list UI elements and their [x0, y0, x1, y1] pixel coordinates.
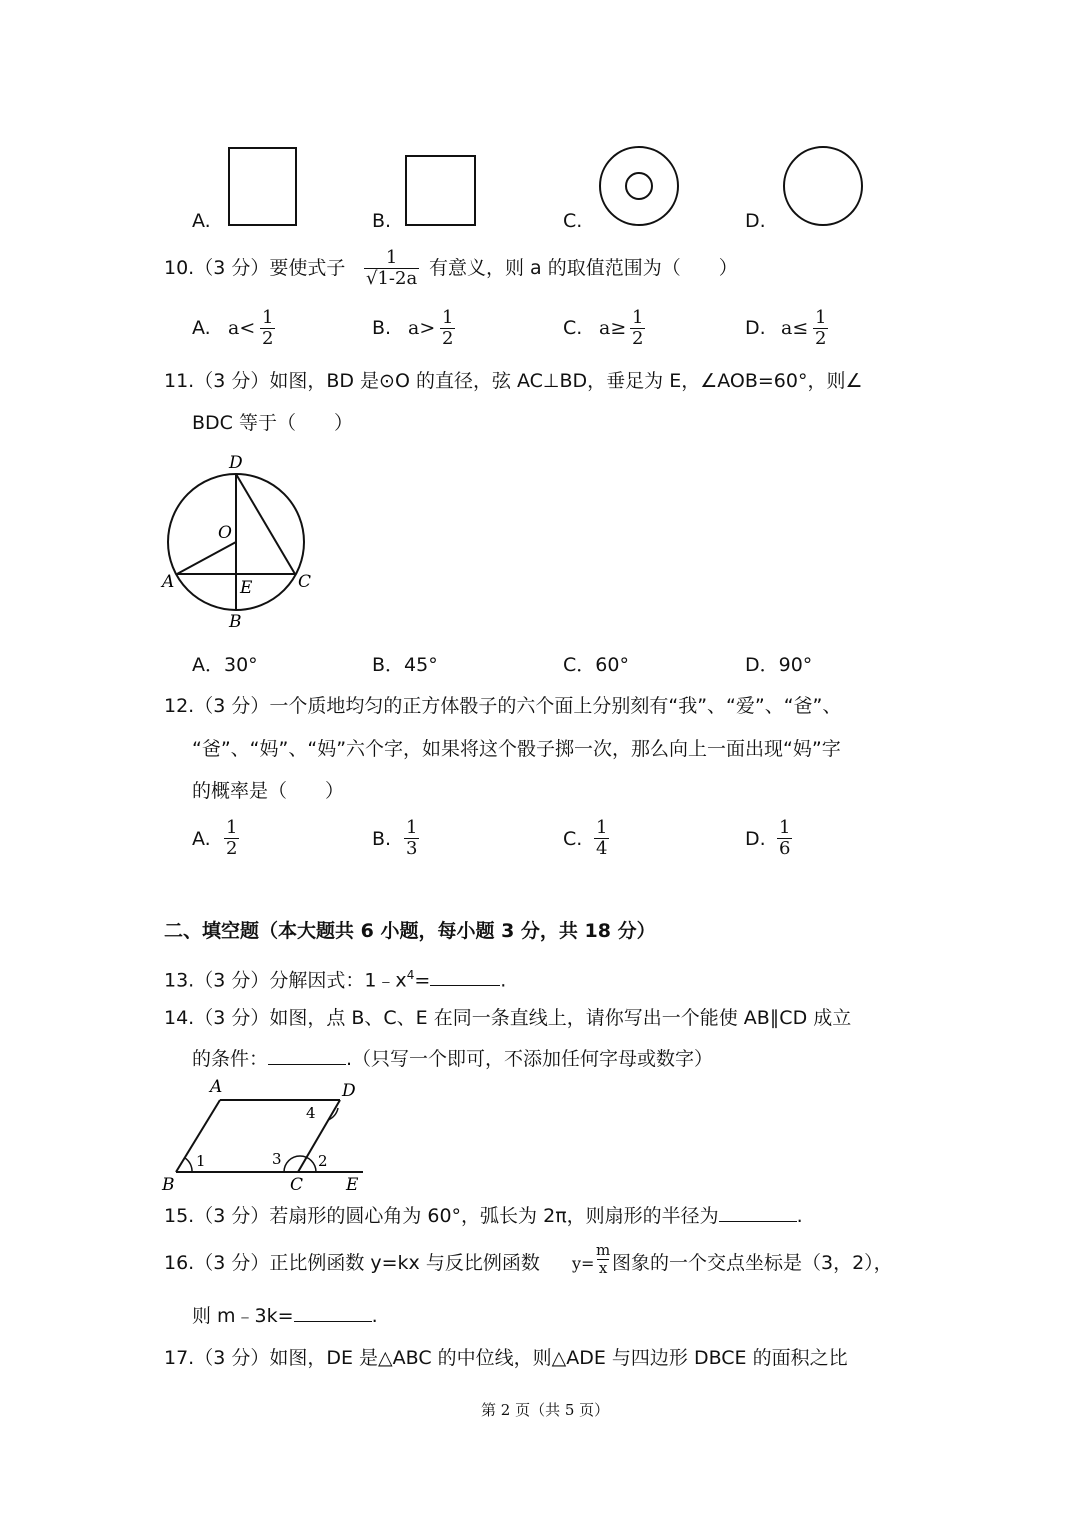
- q11-label-b: B: [229, 612, 242, 632]
- q15-answer-blank[interactable]: [719, 1203, 797, 1222]
- q11-option-d: D．90°: [745, 654, 813, 676]
- frac-num: 1: [632, 307, 644, 328]
- q10-option-b-fraction: [440, 308, 455, 349]
- frac-num: 1: [815, 307, 827, 328]
- q16-prefix: 16.（3 分）正比例函数 y=kx 与反比例函数: [164, 1252, 540, 1274]
- q14-angle-4: 4: [306, 1104, 316, 1122]
- q9-option-a-figure: [226, 145, 300, 229]
- q12-option-b-label: B.: [372, 828, 392, 850]
- frac-den: x: [598, 1259, 608, 1277]
- q16-answer-blank[interactable]: [294, 1303, 372, 1322]
- q16-line2-prefix: 则 m﹣3k=: [192, 1305, 294, 1327]
- q16-line2: [192, 1303, 378, 1329]
- q14-line2-prefix: 的条件：: [192, 1048, 269, 1070]
- q16-end: .: [371, 1305, 378, 1327]
- q9-option-c-label: C.: [563, 210, 583, 232]
- q14-line2-suffix: .（只写一个即可，不添加任何字母或数字）: [346, 1048, 714, 1070]
- q14-angle-2: 2: [318, 1152, 328, 1170]
- q14-answer-blank[interactable]: [268, 1046, 346, 1065]
- q14-line1: 14.（3 分）如图，点 B、C、E 在同一条直线上，请你写出一个能使 AB∥CD 成立: [164, 1007, 852, 1029]
- q17-line1: 17.（3 分）如图，DE 是△ABC 的中位线，则△ADE 与四边形 DBCE 的面积之比: [164, 1347, 848, 1369]
- q14-label-c: C: [290, 1175, 304, 1194]
- q13-end: .: [500, 969, 507, 992]
- q12-line3: 的概率是（ ）: [192, 780, 345, 802]
- q11-label-e: E: [240, 578, 253, 598]
- q15-prefix: 15.（3 分）若扇形的圆心角为 60°，弧长为 2π，则扇形的半径为: [164, 1205, 719, 1227]
- frac-den: 2: [815, 328, 827, 349]
- q16-func-lhs: y=: [572, 1254, 595, 1273]
- frac-den: 2: [262, 328, 274, 349]
- q13-suffix: =: [414, 969, 431, 992]
- q9-option-b-label: B.: [372, 210, 392, 232]
- q10-option-a-label: A.: [192, 317, 211, 339]
- frac-den: 2: [632, 328, 644, 349]
- q13-answer-blank[interactable]: [430, 967, 500, 986]
- q10-option-a-fraction: [260, 308, 275, 349]
- frac-num: m: [596, 1241, 611, 1259]
- q12-option-c-label: C.: [563, 828, 583, 850]
- q13-exponent: 4: [406, 968, 415, 982]
- q14-line2: [192, 1046, 713, 1072]
- frac-den: 3: [406, 838, 418, 859]
- q10-frac-num: 1: [385, 247, 398, 268]
- frac-num: 1: [406, 817, 418, 838]
- q11-label-d: D: [229, 453, 243, 473]
- section-heading: 二、填空题（本大题共 6 小题，每小题 3 分，共 18 分）: [164, 920, 656, 942]
- q9-option-d-figure: [780, 143, 866, 229]
- q11-line1: 11.（3 分）如图，BD 是⊙O 的直径，弦 AC⊥BD，垂足为 E，∠AOB=60°，则∠: [164, 370, 863, 392]
- q9-option-c-figure: [596, 143, 682, 229]
- q12-option-d-fraction: [777, 818, 792, 859]
- q10-option-d-relation: a≤: [781, 317, 809, 339]
- q12-line1: 12.（3 分）一个质地均匀的正方体骰子的六个面上分别刻有“我”、“爱”、“爸”、: [164, 695, 842, 717]
- q11-label-c: C: [298, 572, 312, 592]
- q10-option-c-label: C.: [563, 317, 583, 339]
- q14-label-a: A: [210, 1077, 223, 1097]
- frac-num: 1: [779, 817, 791, 838]
- q13-stem: [164, 962, 506, 993]
- q11-circle-figure: [158, 450, 328, 635]
- frac-num: 1: [262, 307, 274, 328]
- q11-label-o: O: [218, 523, 232, 543]
- q10-option-b-relation: a>: [408, 317, 436, 339]
- q10-stem-fraction: [364, 248, 419, 289]
- frac-num: 1: [442, 307, 454, 328]
- q15-end: .: [796, 1205, 803, 1227]
- q10-stem-prefix: 10.（3 分）要使式子: [164, 257, 346, 279]
- q11-option-b: B．45°: [372, 654, 438, 676]
- frac-den: 2: [442, 328, 454, 349]
- q11-label-a: A: [162, 572, 175, 592]
- q10-option-d-label: D.: [745, 317, 766, 339]
- q12-option-a-label: A.: [192, 828, 211, 850]
- q10-option-a-relation: a<: [228, 317, 256, 339]
- frac-den: 2: [226, 838, 238, 859]
- q16-func-fraction: [594, 1242, 612, 1277]
- frac-den: 4: [596, 838, 608, 859]
- q13-prefix: 13.（3 分）分解因式：1﹣x: [164, 969, 407, 992]
- q12-line2: “爸”、“妈”、“妈”六个字，如果将这个骰子掷一次，那么向上一面出现“妈”字: [192, 738, 841, 760]
- q12-option-d-label: D.: [745, 828, 766, 850]
- q14-label-d: D: [342, 1081, 356, 1101]
- q11-option-a: A．30°: [192, 654, 258, 676]
- q11-option-c: C．60°: [563, 654, 629, 676]
- q14-label-e: E: [346, 1175, 359, 1194]
- q9-option-a-label: A.: [192, 210, 211, 232]
- frac-num: 1: [226, 817, 238, 838]
- q10-frac-den: √1-2a: [366, 268, 418, 289]
- q12-option-b-fraction: [404, 818, 419, 859]
- q9-option-d-label: D.: [745, 210, 766, 232]
- q15-stem: [164, 1203, 803, 1229]
- q14-parallelogram-figure: [158, 1076, 368, 1194]
- q14-label-b: B: [162, 1175, 175, 1194]
- q10-option-d-fraction: [813, 308, 828, 349]
- q10-option-b-label: B.: [372, 317, 392, 339]
- q12-option-c-fraction: [594, 818, 609, 859]
- q14-angle-3: 3: [272, 1150, 282, 1168]
- q9-option-b-figure: [403, 153, 479, 229]
- frac-num: 1: [596, 817, 608, 838]
- q14-angle-1: 1: [196, 1152, 206, 1170]
- q10-option-c-fraction: [630, 308, 645, 349]
- q16-suffix: 图象的一个交点坐标是（3，2），: [612, 1252, 893, 1274]
- q10-stem-suffix: 有意义，则 a 的取值范围为（ ）: [429, 257, 738, 279]
- q11-line2: BDC 等于（ ）: [192, 412, 353, 434]
- page-footer: 第 2 页（共 5 页）: [481, 1401, 610, 1419]
- frac-den: 6: [779, 838, 791, 859]
- q12-option-a-fraction: [224, 818, 239, 859]
- q10-option-c-relation: a≥: [599, 317, 627, 339]
